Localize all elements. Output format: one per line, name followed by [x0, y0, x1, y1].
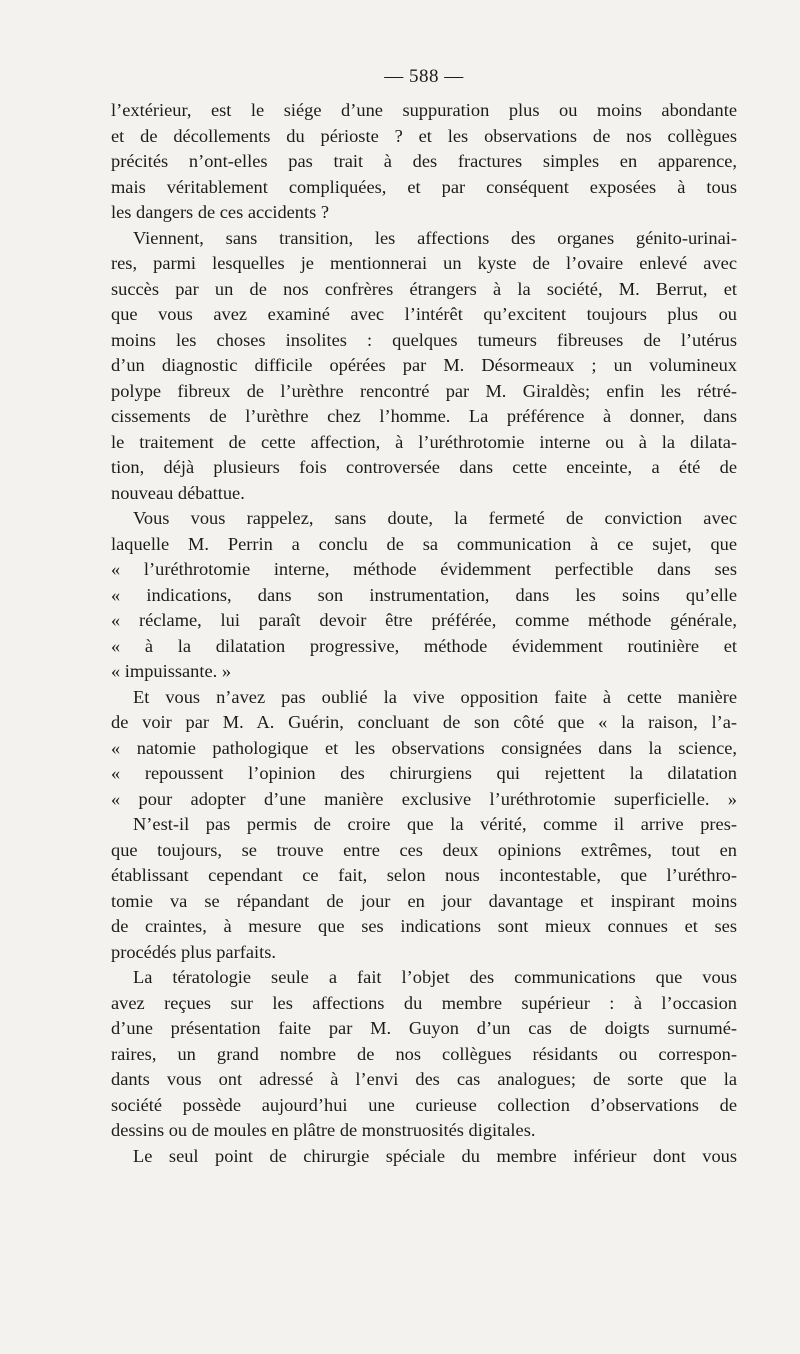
- text-line: Le seul point de chirurgie spéciale du membre inférieur dont vous: [133, 1145, 737, 1166]
- text-line: de voir par M. A. Guérin, concluant de son côté que « la raison, l’a-: [111, 712, 737, 732]
- text-line: La tératologie seule a fait l’objet des communications que vous: [133, 967, 737, 987]
- text-line: « repoussent l’opinion des chirurgiens qui rejettent la dilatation: [111, 763, 737, 783]
- text-line: dants vous ont adressé à l’envi des cas analogues; de sorte que la: [111, 1069, 737, 1089]
- document-page: [111, 62, 737, 1322]
- text-line: d’une présentation faite par M. Guyon d’un cas de doigts surnumé-: [111, 1018, 737, 1038]
- text-line: Viennent, sans transition, les affections des organes génito-urinai-: [133, 227, 737, 248]
- text-line: laquelle M. Perrin a conclu de sa communication à ce sujet, que: [111, 533, 737, 554]
- text-line: mais véritablement compliquées, et par conséquent exposées à tous: [111, 176, 737, 197]
- text-line: que vous avez examiné avec l’intérêt qu’excitent toujours plus ou: [111, 304, 737, 324]
- text-line: nouveau débattue.: [111, 482, 245, 503]
- text-line: « l’uréthrotomie interne, méthode évidemment perfectible dans ses: [111, 559, 737, 579]
- text-line: tion, déjà plusieurs fois controversée dans cette enceinte, a été de: [111, 457, 737, 477]
- text-line: « pour adopter d’une manière exclusive l’uréthrotomie superficielle. »: [111, 788, 737, 809]
- text-line: société possède aujourd’hui une curieuse collection d’observations de: [111, 1094, 737, 1115]
- text-line: le traitement de cette affection, à l’uréthrotomie interne ou à la dilata-: [111, 431, 737, 452]
- text-line: succès par un de nos confrères étrangers à la société, M. Berrut, et: [111, 278, 737, 299]
- text-line: et de décollements du périoste ? et les observations de nos collègues: [111, 125, 737, 146]
- text-line: procédés plus parfaits.: [111, 941, 276, 962]
- text-line: l’extérieur, est le siége d’une suppuration plus ou moins abondante: [111, 100, 737, 120]
- text-line: établissant cependant ce fait, selon nous incontestable, que l’uréthro-: [111, 865, 737, 885]
- text-line: avez reçues sur les affections du membre supérieur : à l’occasion: [111, 992, 737, 1013]
- text-line: dessins ou de moules en plâtre de monstruosités digitales.: [111, 1120, 536, 1140]
- text-line: polype fibreux de l’urèthre rencontré par M. Giraldès; enfin les rétré-: [111, 380, 737, 401]
- text-line: « indications, dans son instrumentation, dans les soins qu’elle: [111, 584, 737, 605]
- text-line: d’un diagnostic difficile opérées par M. Désormeaux ; un volumineux: [111, 355, 737, 375]
- text-line: les dangers de ces accidents ?: [111, 202, 330, 222]
- text-line: cissements de l’urèthre chez l’homme. La préférence à donner, dans: [111, 406, 737, 426]
- text-line: tomie va se répandant de jour en jour davantage et inspirant moins: [111, 890, 737, 911]
- text-line: que toujours, se trouve entre ces deux opinions extrêmes, tout en: [111, 839, 737, 860]
- text-line: « à la dilatation progressive, méthode évidemment routinière et: [111, 635, 737, 656]
- text-line: de craintes, à mesure que ses indications sont mieux connues et ses: [111, 916, 737, 936]
- text-line: N’est-il pas permis de croire que la vérité, comme il arrive pres-: [133, 814, 737, 834]
- text-line: res, parmi lesquelles je mentionnerai un kyste de l’ovaire enlevé avec: [111, 253, 737, 273]
- text-line: « impuissante. »: [111, 661, 232, 681]
- text-line: « natomie pathologique et les observations consignées dans la science,: [111, 737, 737, 758]
- page-number: — 588 —: [384, 66, 464, 87]
- text-line: précités n’ont-elles pas trait à des fractures simples en apparence,: [111, 151, 737, 171]
- body-text: [111, 98, 737, 1169]
- text-line: Et vous n’avez pas oublié la vive opposition faite à cette manière: [133, 686, 737, 707]
- text-line: raires, un grand nombre de nos collègues résidants ou correspon-: [111, 1043, 737, 1064]
- text-line: Vous vous rappelez, sans doute, la fermeté de conviction avec: [133, 508, 737, 528]
- text-line: « réclame, lui paraît devoir être préférée, comme méthode générale,: [111, 610, 737, 630]
- text-line: moins les choses insolites : quelques tumeurs fibreuses de l’utérus: [111, 329, 737, 350]
